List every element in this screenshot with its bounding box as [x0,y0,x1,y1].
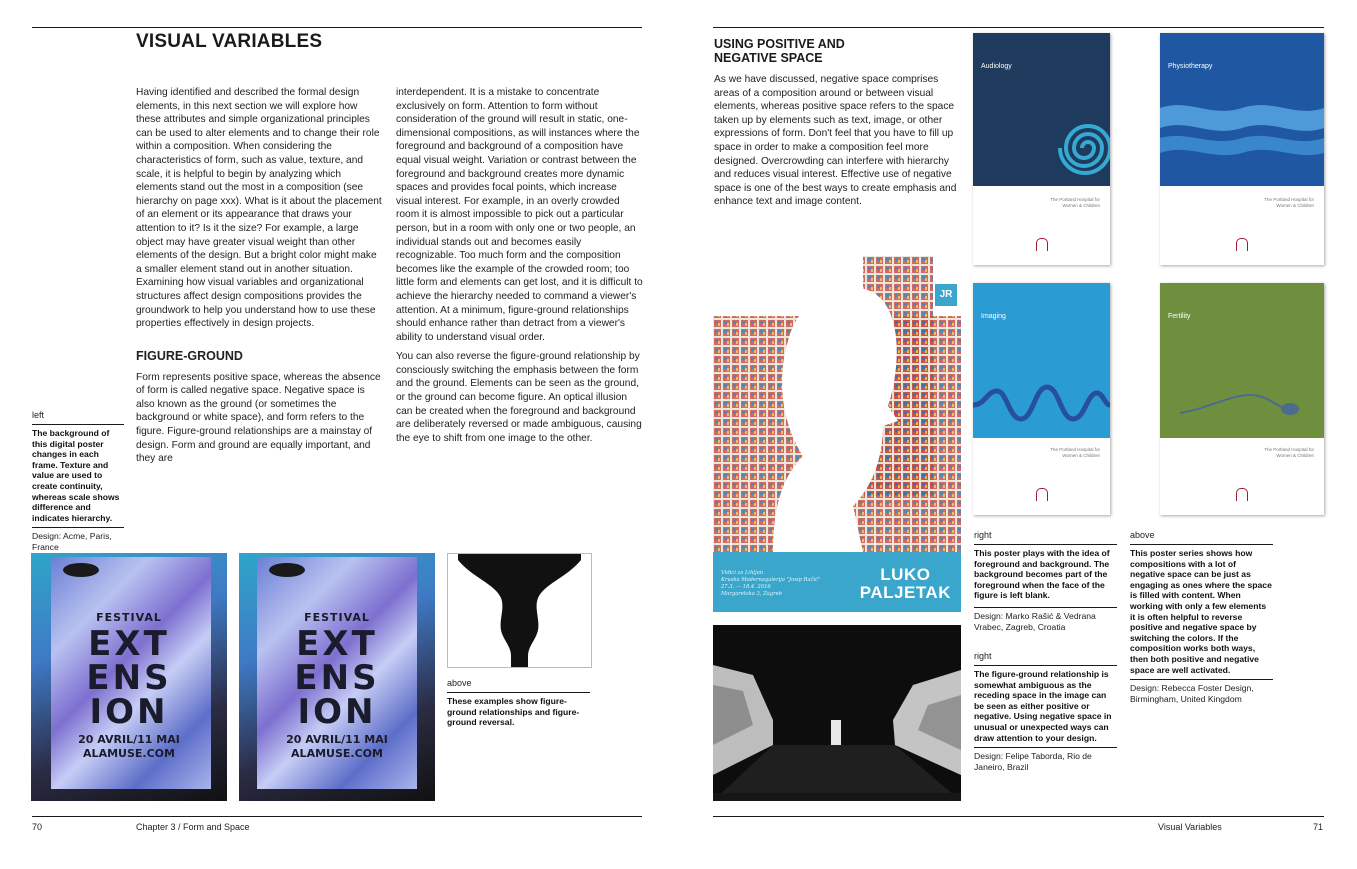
figure-ground-paragraph: Form represents positive space, whereas the absence of form is called negative space. Negative space is also known as the ground (or sometimes the background or white space), and form refers to the figure. Figure-ground relationships are a mainstay of design. Form and ground are equally important, and they are [136,371,381,465]
poster-word: Physiotherapy [1168,63,1213,70]
audiology-poster-image [973,33,1110,265]
left-bottom-rule [32,816,642,817]
poster-org: The Portland Hospital for Women & Children [1264,197,1314,208]
poster-line-3: ION [297,692,377,732]
page-number-right: 71 [1313,822,1324,832]
reverse-paragraph: You can also reverse the figure-ground relationship by consciously switching the emphasis between the form and the ground. Elements can be seen as the ground, or the ground can become figure. An optical illusion can be created when the foreground and background are deliberately reversed or made ambiguous, causing the eye to shift from one image to the other. [396,351,642,444]
waveform-icon [973,283,1110,438]
poster-org: The Portland Hospital for Women & Children [1264,447,1314,458]
hospital-logo-icon [1036,488,1048,501]
sperm-icon [1160,283,1324,438]
hospital-logo-icon [1236,238,1248,251]
caption-text: These examples show figure-ground relationships and figure-ground reversal. [447,696,580,728]
caption-right-1 [974,530,1117,632]
second-column [396,86,644,451]
street-photo-image [713,625,961,801]
caption-above-right [1130,530,1273,704]
poster-line-1: EXT [88,624,170,664]
left-top-rule [32,27,642,28]
positive-negative-paragraph: As we have discussed, negative space comprises areas of a composition around or between visual elements, whereas positive space refers to the space taken up by elements such as text, image, or other expressions of form. Don't feel that you have to fill up space in order to make a composition feel more designed. Overcrowding can interfere with hierarchy and reduces visual interest. Effective use of negative space is one of the best ways to create emphasis and enhance text and image content. [714,74,957,208]
poster-url: ALAMUSE.COM [291,747,383,760]
jr-badge: JR [935,284,957,306]
hospital-logo-icon [1236,488,1248,501]
positive-negative-heading: USING POSITIVE AND NEGATIVE SPACE [714,37,845,65]
festival-poster-image [239,553,435,801]
caption-credit: Design: Acme, Paris, France [32,531,112,552]
poster-line-2: ENS [294,658,380,698]
mosaic-pattern [713,256,961,552]
caption-label: above [447,678,472,688]
luko-name-line-2: PALJETAK [859,583,951,602]
poster-word: Imaging [981,313,1006,320]
intro-column [136,86,384,472]
poster-date: 20 AVRIL/11 MAI [78,733,180,746]
spiral-icon [973,33,1110,186]
luko-small-line-2: Kruska Modernagalerija "Josip Račić" [721,577,821,583]
poster-festival-word: FESTIVAL [96,611,162,624]
fertility-poster-image [1160,283,1324,515]
caption-text: The background of this digital poster changes in each frame. Texture and value are used to create continuity, whereas scale shows difference and indicates hierarchy. [32,428,120,523]
street-scene [713,625,961,801]
caption-label: right [974,651,992,661]
poster-date: 20 AVRIL/11 MAI [286,733,388,746]
luko-small-line-3: 27.3. — 18.4. 2016 [721,584,771,590]
caption-right-2 [974,651,1117,772]
luko-small-line-1: Vidici za Lihljan [721,570,764,576]
poster-word: Fertility [1168,313,1191,320]
vase-illusion-icon [448,554,591,667]
figure-ground-heading: FIGURE-GROUND [136,348,243,363]
caption-credit: Design: Rebecca Foster Design, Birmingham, United Kingdom [1130,683,1254,704]
caption-label: above [1130,530,1155,540]
caption-left [32,410,124,553]
poster-org: The Portland Hospital for Women & Children [1050,197,1100,208]
luko-name-line-1: LUKO [880,565,931,584]
physiotherapy-poster-image [1160,33,1324,265]
running-head-right: Visual Variables [1158,822,1222,832]
poster-line-1: EXT [296,624,378,664]
caption-credit: Design: Marko Rašić & Vedrana Vrabec, Zagreb, Croatia [974,610,1096,632]
poster-word: Audiology [981,63,1012,70]
page-number-left: 70 [32,822,43,832]
poster-line-3: ION [89,692,169,732]
caption-label: right [974,530,992,540]
luko-small-line-4: Margaretska 3, Zagreb [721,591,782,597]
hospital-logo-icon [1036,238,1048,251]
right-top-rule [713,27,1324,28]
rubin-vase-image [447,553,592,668]
caption-text: The figure-ground relationship is somewhat ambiguous as the receding space in the image can be seen as either positive or negative. Using negative space in unusual or unexpected ways can draw attention to your design. [974,669,1112,743]
poster-url: ALAMUSE.COM [83,747,175,760]
imaging-poster-image [973,283,1110,515]
caption-text: This poster series shows how compositions with a lot of negative space can be just as engaging as ones where the space is filled with content. When working with only a few elements it is often helpful to reverse positive and negative space by switching the colors. If the composition works both ways, then both positive and negative space are well activated. [1130,548,1272,675]
poster-festival-word: FESTIVAL [304,611,370,624]
poster-org: The Portland Hospital for Women & Children [1050,447,1100,458]
caption-text: This poster plays with the idea of foreground and background. The background becomes part of the foreground when the face of the figure is left blank. [974,548,1110,601]
intro-paragraph: Having identified and described the formal design elements, in this next section we will explore how these attributes and simple organizational principles can be used to alter elements and to change their role within a composition. When considering the characteristics of form, such as value, texture, and scale, it is helpful to begin by analyzing which elements stand out the most in a composition (see hierarchy on page xxx). What is it about the placement of an element or its appearance that draws your attention to it? Is it the size? For example, a large object may have greater visual weight than other elements of the design. But a bright color might make a smaller element stand out in another situation. Examining how visual variables and organizational structures affect design compositions provides the groundwork to help you understand how to use these properties effectively in design projects. [136,87,382,330]
poster-line-2: ENS [86,658,172,698]
festival-poster-image [31,553,227,801]
interdependent-paragraph: interdependent. It is a mistake to concentrate exclusively on form. Attention to form without consideration of the ground will result in static, one-dimensional compositions, as will instances where the foreground and background of a composition have equal visual weight. Variation or contrast between the foreground and background creates more dynamic spaces and provides focal points, which increase visual interest. For example, in an overly crowded room it is almost impossible to pick out a particular person, but in a room with only one or two people, an individual stands out and becomes easily recognizable. Too much form and the composition becomes like the example of the crowded room; too little form and elements can get lost, and it is difficult to achieve the hierarchy needed to command a viewer's attention. At a minimum, figure-ground relationships should enhance rather than detract from a viewer's ability to understand visual order. [396,87,643,343]
running-head-left: Chapter 3 / Form and Space [136,822,250,832]
luko-paljetak-poster-image [713,256,961,612]
page-title: VISUAL VARIABLES [136,31,323,52]
caption-credit: Design: Felipe Taborda, Rio de Janeiro, Brazil [974,751,1092,772]
caption-label: left [32,410,45,420]
wave-icon [1160,33,1324,186]
caption-above-left [447,678,590,728]
right-bottom-rule [713,816,1324,817]
